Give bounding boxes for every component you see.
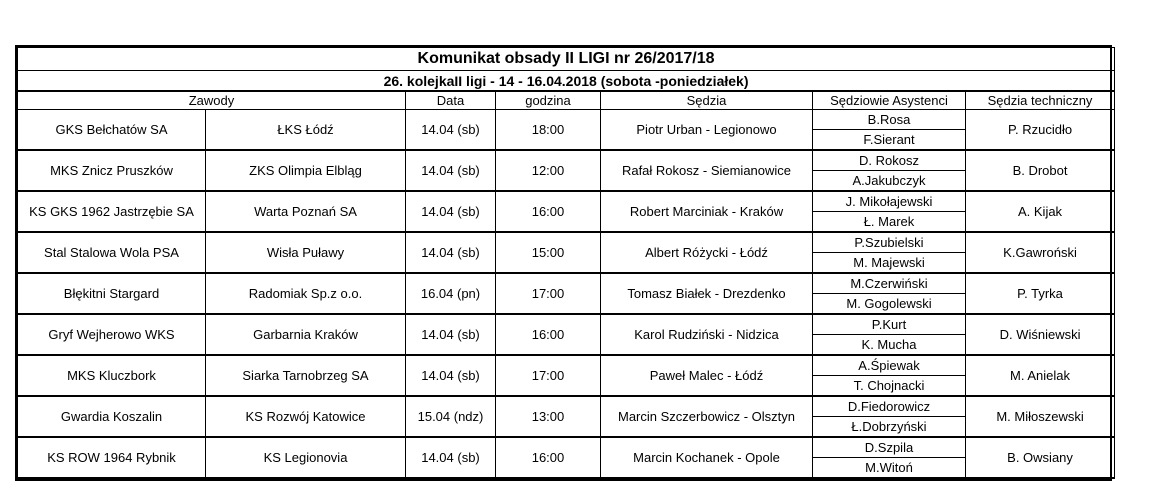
match-row	[18, 437, 1115, 458]
referee: Marcin Szczerbowicz - Olsztyn	[601, 396, 813, 437]
technical-referee: P. Rzucidło	[966, 110, 1115, 151]
match-row	[18, 191, 1115, 212]
match-date: 14.04 (sb)	[406, 110, 496, 151]
header-zawody: Zawody	[18, 91, 406, 110]
home-team: KS ROW 1964 Rybnik	[18, 437, 206, 478]
match-time: 12:00	[496, 150, 601, 191]
assistant-referee-2: Ł. Marek	[813, 212, 966, 233]
referee: Robert Marciniak - Kraków	[601, 191, 813, 232]
match-time: 16:00	[496, 191, 601, 232]
assistant-referee-2: M. Majewski	[813, 253, 966, 274]
referee: Rafał Rokosz - Siemianowice	[601, 150, 813, 191]
technical-referee: K.Gawroński	[966, 232, 1115, 273]
header-sedzia: Sędzia	[601, 91, 813, 110]
away-team: ŁKS Łódź	[206, 110, 406, 151]
assignment-table	[17, 47, 1115, 479]
home-team: KS GKS 1962 Jastrzębie SA	[18, 191, 206, 232]
match-time: 18:00	[496, 110, 601, 151]
home-team: Gwardia Koszalin	[18, 396, 206, 437]
match-time: 16:00	[496, 314, 601, 355]
away-team: KS Legionovia	[206, 437, 406, 478]
referee: Piotr Urban - Legionowo	[601, 110, 813, 151]
referee: Karol Rudziński - Nidzica	[601, 314, 813, 355]
assistant-referee-1: P.Kurt	[813, 314, 966, 335]
assistant-referee-1: B.Rosa	[813, 110, 966, 130]
match-row	[18, 396, 1115, 417]
assistant-referee-2: F.Sierant	[813, 130, 966, 151]
match-time: 15:00	[496, 232, 601, 273]
home-team: MKS Kluczbork	[18, 355, 206, 396]
header-godzina: godzina	[496, 91, 601, 110]
match-date: 14.04 (sb)	[406, 150, 496, 191]
technical-referee: D. Wiśniewski	[966, 314, 1115, 355]
match-row	[18, 314, 1115, 335]
match-time: 13:00	[496, 396, 601, 437]
away-team: Wisła Puławy	[206, 232, 406, 273]
assistant-referee-2: T. Chojnacki	[813, 376, 966, 397]
technical-referee: A. Kijak	[966, 191, 1115, 232]
match-date: 14.04 (sb)	[406, 232, 496, 273]
match-time: 16:00	[496, 437, 601, 478]
assistant-referee-2: M. Gogolewski	[813, 294, 966, 315]
assistant-referee-1: D.Fiedorowicz	[813, 396, 966, 417]
match-date: 14.04 (sb)	[406, 437, 496, 478]
header-techniczny: Sędzia techniczny	[966, 91, 1115, 110]
technical-referee: M. Miłoszewski	[966, 396, 1115, 437]
header-data: Data	[406, 91, 496, 110]
document-subtitle: 26. kolejkaII ligi - 14 - 16.04.2018 (sobota -poniedziałek)	[18, 71, 1115, 92]
home-team: GKS Bełchatów SA	[18, 110, 206, 151]
match-date: 15.04 (ndz)	[406, 396, 496, 437]
referee: Tomasz Białek - Drezdenko	[601, 273, 813, 314]
referee-assignment-sheet	[15, 45, 1112, 481]
technical-referee: P. Tyrka	[966, 273, 1115, 314]
match-time: 17:00	[496, 355, 601, 396]
home-team: MKS Znicz Pruszków	[18, 150, 206, 191]
technical-referee: B. Owsiany	[966, 437, 1115, 478]
assistant-referee-1: P.Szubielski	[813, 232, 966, 253]
referee: Marcin Kochanek - Opole	[601, 437, 813, 478]
assistant-referee-2: M.Witoń	[813, 458, 966, 479]
assistant-referee-2: Ł.Dobrzyński	[813, 417, 966, 438]
away-team: Radomiak Sp.z o.o.	[206, 273, 406, 314]
document-title: Komunikat obsady II LIGI nr 26/2017/18	[18, 48, 1115, 71]
assistant-referee-1: A.Śpiewak	[813, 355, 966, 376]
technical-referee: M. Anielak	[966, 355, 1115, 396]
match-row	[18, 232, 1115, 253]
away-team: Warta Poznań SA	[206, 191, 406, 232]
assistant-referee-1: M.Czerwiński	[813, 273, 966, 294]
match-date: 14.04 (sb)	[406, 355, 496, 396]
header-asystenci: Sędziowie Asystenci	[813, 91, 966, 110]
match-row	[18, 110, 1115, 130]
home-team: Stal Stalowa Wola PSA	[18, 232, 206, 273]
assistant-referee-1: D.Szpila	[813, 437, 966, 458]
header-row	[18, 91, 1115, 110]
referee: Albert Różycki - Łódź	[601, 232, 813, 273]
assistant-referee-2: K. Mucha	[813, 335, 966, 356]
match-date: 14.04 (sb)	[406, 191, 496, 232]
match-date: 16.04 (pn)	[406, 273, 496, 314]
assistant-referee-2: A.Jakubczyk	[813, 171, 966, 192]
match-date: 14.04 (sb)	[406, 314, 496, 355]
match-row	[18, 355, 1115, 376]
match-time: 17:00	[496, 273, 601, 314]
home-team: Błękitni Stargard	[18, 273, 206, 314]
away-team: Garbarnia Kraków	[206, 314, 406, 355]
assistant-referee-1: J. Mikołajewski	[813, 191, 966, 212]
away-team: KS Rozwój Katowice	[206, 396, 406, 437]
match-row	[18, 150, 1115, 171]
technical-referee: B. Drobot	[966, 150, 1115, 191]
away-team: Siarka Tarnobrzeg SA	[206, 355, 406, 396]
home-team: Gryf Wejherowo WKS	[18, 314, 206, 355]
assistant-referee-1: D. Rokosz	[813, 150, 966, 171]
match-row	[18, 273, 1115, 294]
referee: Paweł Malec - Łódź	[601, 355, 813, 396]
away-team: ZKS Olimpia Elbląg	[206, 150, 406, 191]
